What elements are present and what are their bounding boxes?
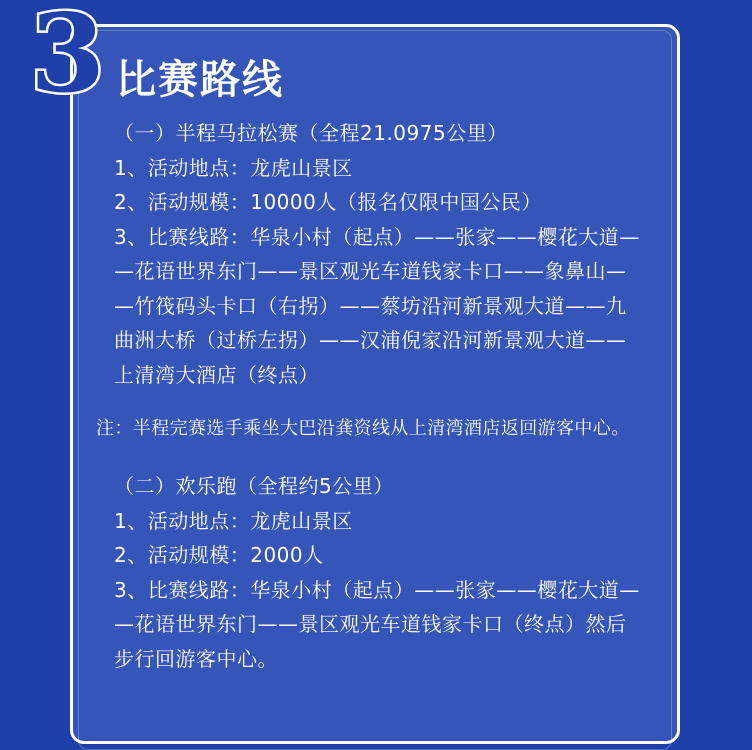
section-title: 比赛路线	[116, 57, 284, 103]
half-marathon-line: —花语世界东门——景区观光车道钱家卡口——象鼻山—	[114, 259, 627, 283]
fun-run-line: 2、活动规模：2000人	[114, 543, 324, 567]
return-note: 注：半程完赛选手乘坐大巴沿龚资线从上清湾酒店返回游客中心。	[96, 418, 630, 439]
half-marathon-line: 1、活动地点：龙虎山景区	[114, 155, 353, 180]
fun-run-line: 3、比赛线路：华泉小村（起点）——张家——樱花大道—	[114, 577, 640, 602]
fun-run-line: 步行回游客中心。	[114, 646, 278, 671]
fun-run-line: 1、活动地点：龙虎山景区	[114, 508, 353, 533]
section-number: 3	[30, 0, 106, 117]
half-marathon-line: 上清湾大酒店（终点）	[114, 362, 319, 387]
fun-run-line: —花语世界东门——景区观光车道钱家卡口（终点）然后	[114, 612, 627, 636]
half-marathon-line: 曲洲大桥（过桥左拐）——汉浦倪家沿河新景观大道——	[114, 328, 627, 352]
half-marathon-line: —竹筏码头卡口（右拐）——蔡坊沿河新景观大道——九	[114, 293, 627, 318]
half-marathon-line: 3、比赛线路：华泉小村（起点）——张家——樱花大道—	[114, 224, 640, 249]
half-marathon-line: 2、活动规模：10000人（报名仅限中国公民）	[114, 190, 542, 214]
fun-run-section	[114, 469, 674, 676]
half-marathon-heading: （一）半程马拉松赛（全程21.0975公里）	[114, 121, 508, 145]
fun-run-heading: （二）欢乐跑（全程约5公里）	[114, 474, 394, 498]
half-marathon-section	[114, 116, 674, 392]
